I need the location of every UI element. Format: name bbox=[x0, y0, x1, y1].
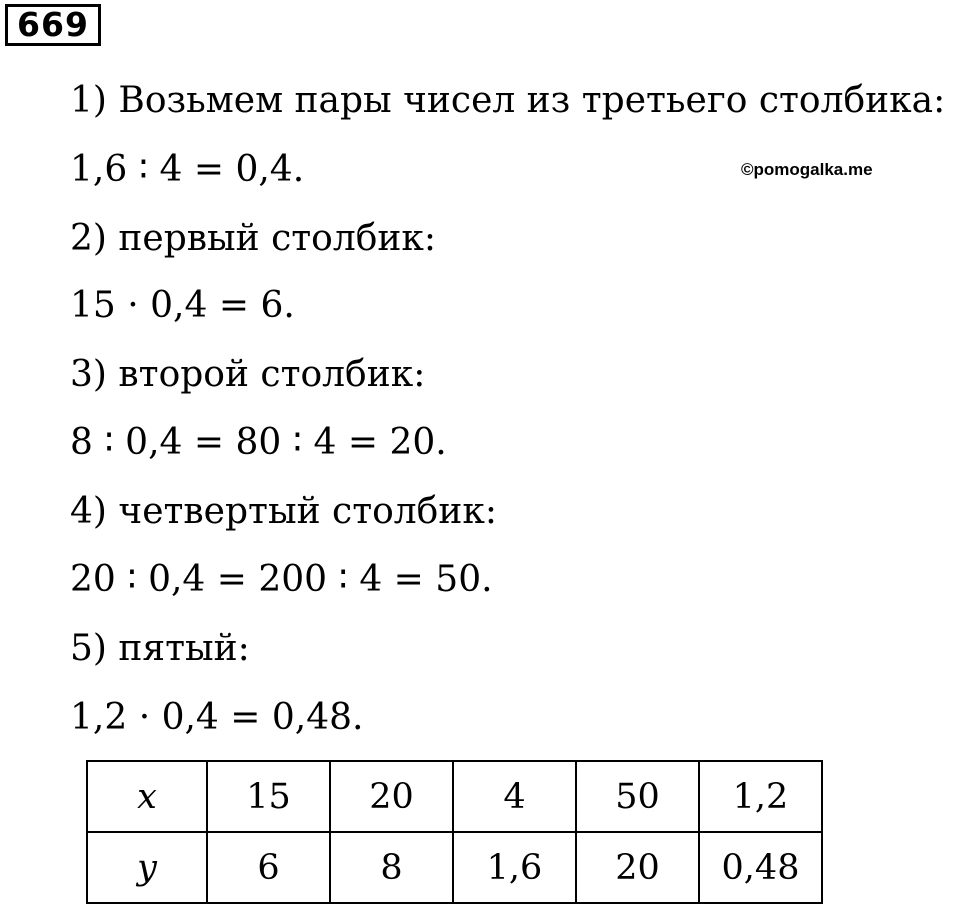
row-label-x: x bbox=[87, 761, 207, 832]
table-cell: 20 bbox=[330, 761, 453, 832]
table-row-y bbox=[87, 832, 822, 903]
solution-line-10: 1,2 · 0,4 = 0,48. bbox=[70, 697, 364, 738]
solution-line-3: 2) первый столбик: bbox=[70, 218, 437, 259]
values-table bbox=[86, 760, 823, 904]
solution-line-1: 1) Возьмем пары чисел из третьего столбика: bbox=[70, 80, 946, 121]
solution-line-9: 5) пятый: bbox=[70, 628, 250, 669]
solution-line-6: 8 ∶ 0,4 = 80 ∶ 4 = 20. bbox=[70, 422, 447, 463]
table-cell: 20 bbox=[576, 832, 699, 903]
table-row-x bbox=[87, 761, 822, 832]
watermark: ©pomogalka.me bbox=[741, 160, 873, 179]
table-cell: 15 bbox=[207, 761, 330, 832]
table-cell: 50 bbox=[576, 761, 699, 832]
task-number: 669 bbox=[5, 4, 101, 46]
table-cell: 0,48 bbox=[699, 832, 822, 903]
solution-line-8: 20 ∶ 0,4 = 200 ∶ 4 = 50. bbox=[70, 559, 493, 600]
row-label-y: y bbox=[87, 832, 207, 903]
solution-line-4: 15 · 0,4 = 6. bbox=[70, 285, 295, 326]
table-cell: 4 bbox=[453, 761, 576, 832]
table-cell: 1,6 bbox=[453, 832, 576, 903]
table-cell: 6 bbox=[207, 832, 330, 903]
solution-line-5: 3) второй столбик: bbox=[70, 354, 426, 395]
solution-line-2: 1,6 ∶ 4 = 0,4. bbox=[70, 149, 305, 190]
table-cell: 8 bbox=[330, 832, 453, 903]
table-cell: 1,2 bbox=[699, 761, 822, 832]
solution-line-7: 4) четвертый столбик: bbox=[70, 491, 497, 532]
